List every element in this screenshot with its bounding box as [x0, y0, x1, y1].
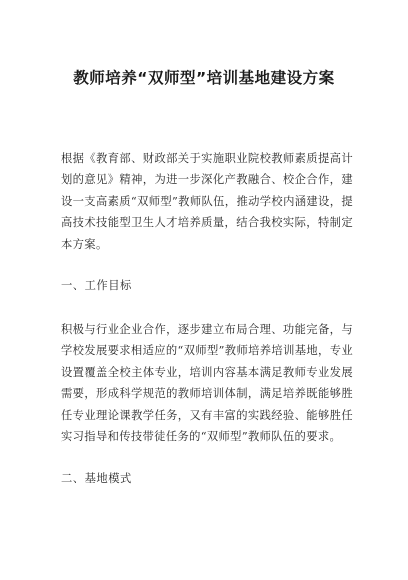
section-heading-work-goal: 一、工作目标	[61, 279, 132, 292]
work-goal-paragraph: 积极与行业企业合作，逐步建立布局合理、功能完备，与学校发展要求相适应的“双师型”教师培养培训基地，专业设置覆盖全校主体专业，培训内容基本满足教师专业发展需要，形成科学规范的教师培训体制，满足培养既能够胜任专业理论课教学任务，又有丰富的实践经验、能够胜任实习指导和传技带徒任务的“双师型”教师队伍的要求。	[61, 323, 353, 444]
section-heading-base-mode: 二、基地模式	[61, 472, 132, 485]
document-title: 教师培养“双师型”培训基地建设方案	[73, 69, 335, 87]
intro-paragraph: 根据《教育部、财政部关于实施职业院校教师素质提高计划的意见》精神，为进一步深化产教融合、校企合作，建设一支高素质“双师型”教师队伍，推动学校内涵建设，提高技术技能型卫生人才培养质量，结合我校实际，特制定本方案。	[61, 152, 353, 251]
